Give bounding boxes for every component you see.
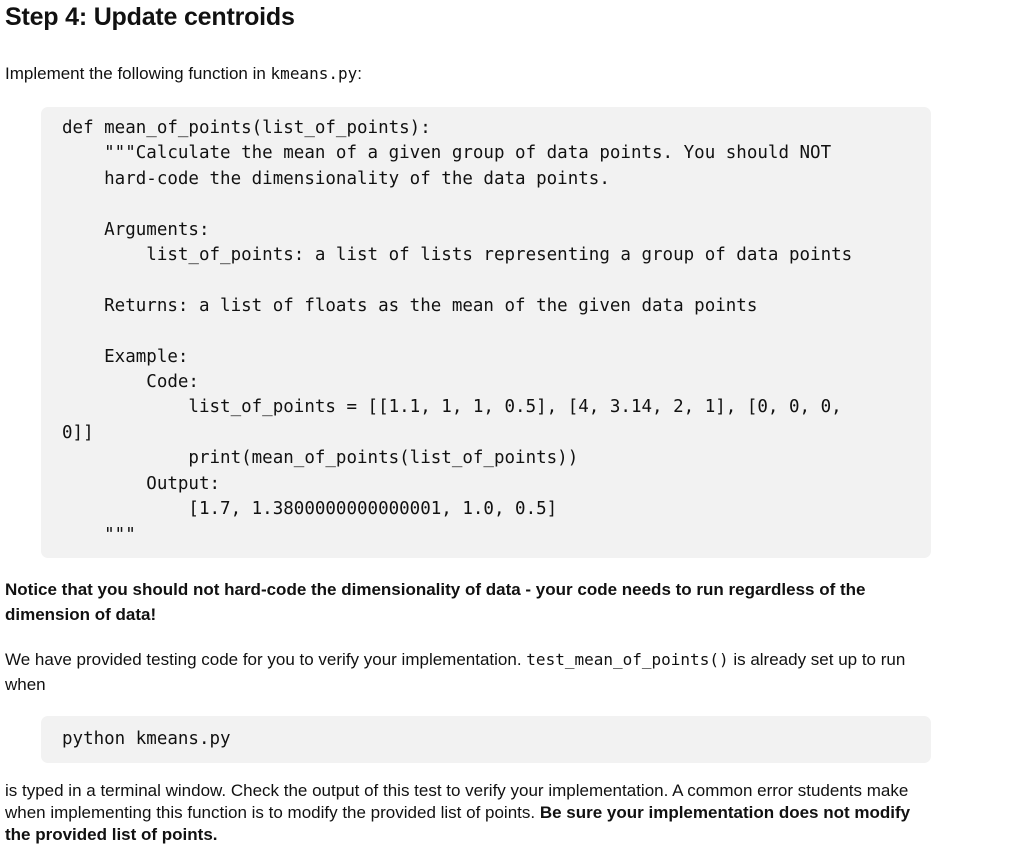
- intro-suffix: :: [357, 64, 362, 83]
- function-code: def mean_of_points(list_of_points): """Calculate the mean of a given group of data points. You should NOT hard-code the dimensionality of the data points. Arguments: list_of_points: a list of lists representing a group of data points Returns: a list of floats as the mean of the given data points Example: Code: list_of_points = [[1.1, 1, 1, 0.5], [4, 3.14, 2, 1], [0, 0, 0, 0]] print(mean_of_points(list_of_points)) Output: [1.7, 1.3800000000000001, 1.0, 0.5] """: [62, 118, 853, 545]
- notice-paragraph: Notice that you should not hard-code the dimensionality of data - your code needs to run regardless of the dimension of data!: [5, 580, 866, 624]
- command-code: python kmeans.py: [62, 729, 231, 749]
- function-code-block: [41, 107, 931, 558]
- filename-code: kmeans.py: [270, 64, 358, 83]
- testing-paragraph: [5, 647, 940, 697]
- command-code-block: [41, 716, 931, 763]
- testing-text: We have provided testing code for you to verify your implementation.: [5, 650, 527, 669]
- intro-text: Implement the following function in: [5, 64, 271, 83]
- closing-bold-text: Be sure your implementation does not modify the provided list of points.: [5, 803, 911, 844]
- testing-suffix: is already set up to run when: [5, 650, 906, 694]
- intro-paragraph: [5, 61, 940, 86]
- closing-text: is typed in a terminal window. Check the output of this test to verify your implementation. A common error students make when implementing this function is to modify the provided list of points.: [5, 781, 909, 822]
- test-function-code: test_mean_of_points(): [526, 650, 729, 669]
- closing-paragraph: [5, 780, 940, 846]
- section-heading: Step 4: Update centroids: [5, 3, 295, 31]
